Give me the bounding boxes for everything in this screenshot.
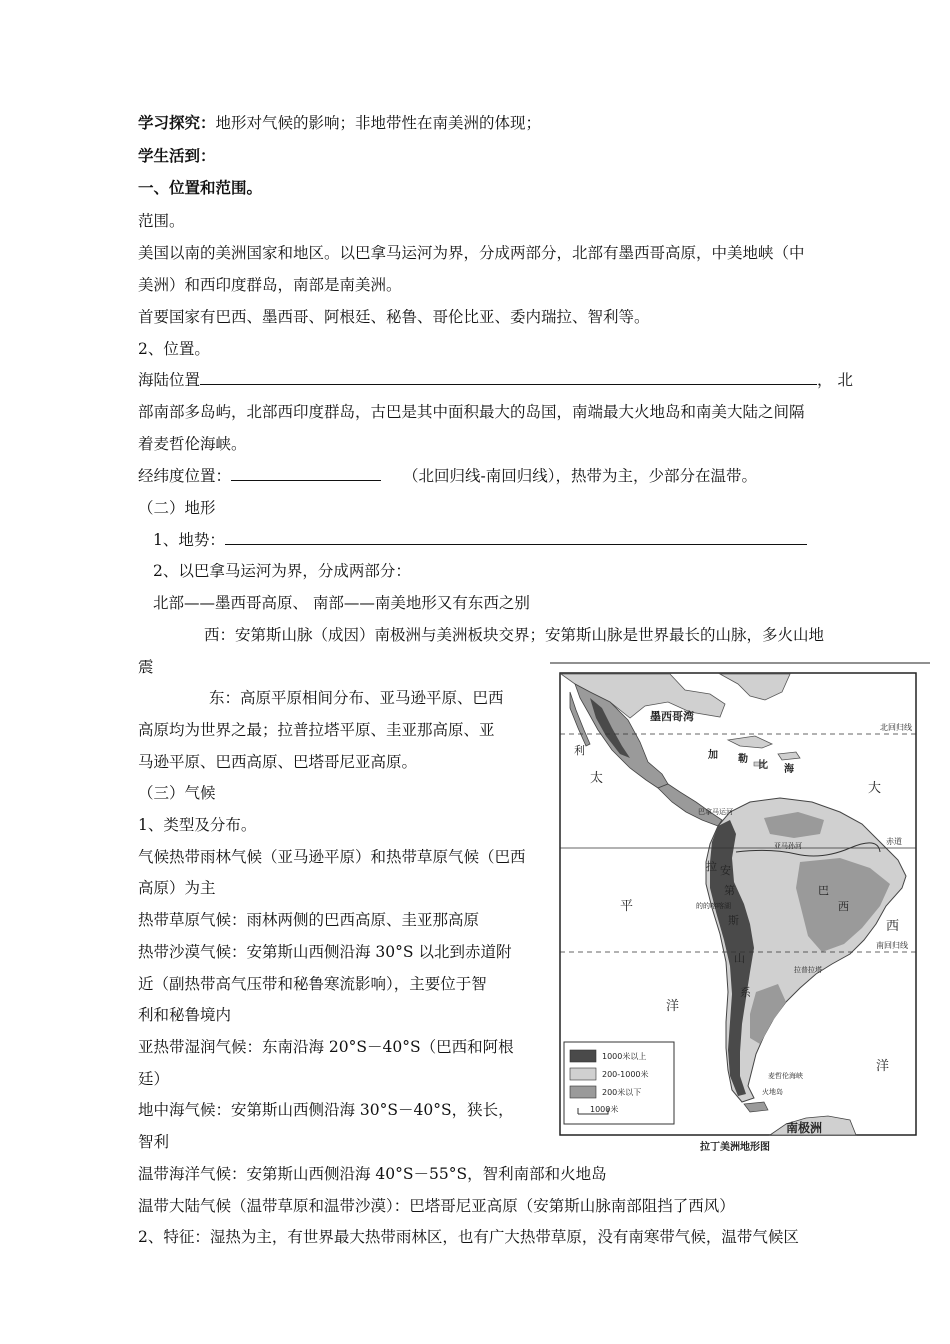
legend-label-high: 1000米以上 [602, 1052, 647, 1061]
map-west-label: 西 [838, 900, 849, 913]
legend-swatch-low [570, 1086, 596, 1098]
main-climate-2: 高原）为主 [138, 879, 216, 897]
west-line-1: 西：安第斯山脉（成因）南极洲与美洲板块交界；安第斯山脉是世界最长的山脉，多火山地 [204, 626, 825, 644]
position-label: 2、位置。 [138, 340, 210, 358]
map-andes-3: 斯 [728, 914, 739, 927]
west-line-2: 震 [138, 658, 154, 676]
med-line-1: 地中海气候：安第斯山西侧沿海 30°S－40°S，狭长， [138, 1101, 514, 1119]
types-label: 1、类型及分布。 [138, 816, 257, 834]
sea-line-3: 着麦哲伦海峡。 [138, 435, 247, 453]
legend-label-mid: 200-1000米 [602, 1070, 649, 1079]
east-line-3: 马逊平原、巴西高原、巴塔哥尼亚高原。 [138, 753, 418, 771]
map-atlantic-2: 西 [886, 919, 900, 934]
latlon-blank [231, 466, 381, 481]
latin-america-map [550, 662, 930, 1160]
map-andes-1: 安 [720, 864, 731, 877]
terrain-blank [225, 530, 807, 545]
section1-title: 一、位置和范围。 [138, 179, 263, 197]
section2-title: （二）地形 [138, 499, 216, 517]
map-magellan-label: 麦哲伦海峡 [768, 1072, 803, 1080]
legend-swatch-high [570, 1050, 596, 1062]
sea-land-blank [200, 370, 817, 385]
terrain-line [153, 530, 807, 550]
map-pacific-2: 平 [620, 899, 634, 914]
east-line-1: 东：高原平原相间分布、亚马逊平原、巴西 [209, 689, 504, 707]
map-andes-2: 第 [724, 884, 735, 897]
main-climate-1: 气候热带雨林气候（亚马逊平原）和热带草原气候（巴西 [138, 848, 526, 866]
map-andes-5: 系 [740, 986, 751, 999]
map-canal-label: 巴拿马运河 [698, 808, 733, 816]
map-andes-4: 山 [734, 952, 745, 965]
map-la-label: 拉 [706, 860, 717, 873]
features-line: 2、特征：湿热为主，有世界最大热带雨林区，也有广大热带草原，没有南寒带气候，温带气候区 [138, 1228, 799, 1246]
med-line-2: 智利 [138, 1133, 170, 1151]
east-line-2: 高原均为世界之最；拉普拉塔平原、圭亚那高原、亚 [138, 721, 495, 739]
sea-line-2: 部南部多岛屿，北部西印度群岛，古巴是其中面积最大的岛国，南端最大火地岛和南美大陆之间隔 [138, 403, 805, 421]
map-li-label: 利 [574, 744, 585, 757]
scope-line-2: 美洲）和西印度群岛，南部是南美洲。 [138, 276, 402, 294]
divide-line: 2、以巴拿马运河为界，分成两部分： [153, 562, 411, 580]
map-pacific-3: 洋 [666, 999, 680, 1014]
desert-line-1: 热带沙漠气候：安第斯山西侧沿海 30°S 以北到赤道附 [138, 943, 512, 961]
humid-line-1: 亚热带湿润气候：东南沿海 20°S－40°S（巴西和阿根 [138, 1038, 514, 1056]
desert-line-3: 利和秘鲁境内 [138, 1006, 232, 1024]
latlon-text: （北回归线-南回归线），热带为主，少部分在温带。 [403, 467, 758, 485]
latlon-line [138, 466, 757, 486]
intro-text: 地形对气候的影响；非地带性在南美洲的体现； [215, 114, 542, 132]
map-gulf-label: 墨西哥湾 [650, 710, 694, 723]
map-pacific-1: 太 [590, 771, 604, 786]
map-antarctica-label: 南极洲 [786, 1121, 823, 1135]
intro-label: 学习探究： [138, 114, 216, 132]
savanna-line: 热带草原气候：雨林两侧的巴西高原、圭亚那高原 [138, 911, 480, 929]
continental-line: 温带大陆气候（温带草原和温带沙漠）：巴塔哥尼亚高原（安第斯山脉南部阻挡了西风） [138, 1197, 735, 1215]
map-plata-label: 拉普拉塔 [794, 966, 822, 974]
map-caribbean-3: 比 [758, 760, 768, 771]
scope-label: 范围。 [138, 212, 185, 230]
map-caption: 拉丁美洲地形图 [700, 1142, 770, 1153]
sea-land-label: 海陆位置 [138, 371, 201, 389]
map-caribbean-1: 加 [708, 750, 718, 761]
intro-line [138, 113, 541, 133]
scope-line-1: 美国以南的美洲国家和地区。以巴拿马运河为界，分成两部分，北部有墨西哥高原，中美地峡（中 [138, 244, 805, 262]
map-amazon-label: 亚马孙河 [774, 842, 802, 850]
countries-line: 首要国家有巴西、墨西哥、阿根廷、秘鲁、哥伦比亚、委内瑞拉、智利等。 [138, 308, 650, 326]
legend-label-low: 200米以下 [602, 1088, 642, 1097]
map-titicaca-label: 的的喀喀湖 [696, 902, 731, 910]
map-equator-label: 赤道 [886, 837, 902, 846]
activity-label: 学生活到： [138, 147, 216, 165]
legend-scale-label: 1000米 [590, 1105, 619, 1114]
map-tierra-label: 火地岛 [762, 1088, 783, 1096]
section3-title: （三）气候 [138, 784, 216, 802]
map-tropic-n-label: 北回归线 [880, 723, 912, 732]
map-svg [550, 662, 930, 1160]
map-brazil-label: 巴 [818, 884, 829, 897]
sea-land-line [138, 370, 853, 390]
parts-line: 北部——墨西哥高原、 南部——南美地形又有东西之别 [153, 594, 530, 612]
desert-line-2: 近（副热带高气压带和秘鲁寒流影响），主要位于智 [138, 975, 487, 993]
map-caribbean-4: 海 [784, 764, 794, 775]
terrain-label: 1、地势： [153, 531, 225, 549]
map-atlantic-3: 洋 [876, 1059, 890, 1074]
legend-swatch-mid [570, 1068, 596, 1080]
oceanic-line: 温带海洋气候：安第斯山西侧沿海 40°S－55°S，智利南部和火地岛 [138, 1165, 607, 1183]
map-atlantic-1: 大 [868, 781, 882, 796]
map-caribbean-2: 勒 [738, 754, 748, 765]
latlon-label: 经纬度位置： [138, 467, 232, 485]
map-tropic-s-label: 南回归线 [876, 941, 908, 950]
sea-land-tail: ， 北 [817, 371, 853, 389]
humid-line-2: 廷） [138, 1070, 170, 1088]
